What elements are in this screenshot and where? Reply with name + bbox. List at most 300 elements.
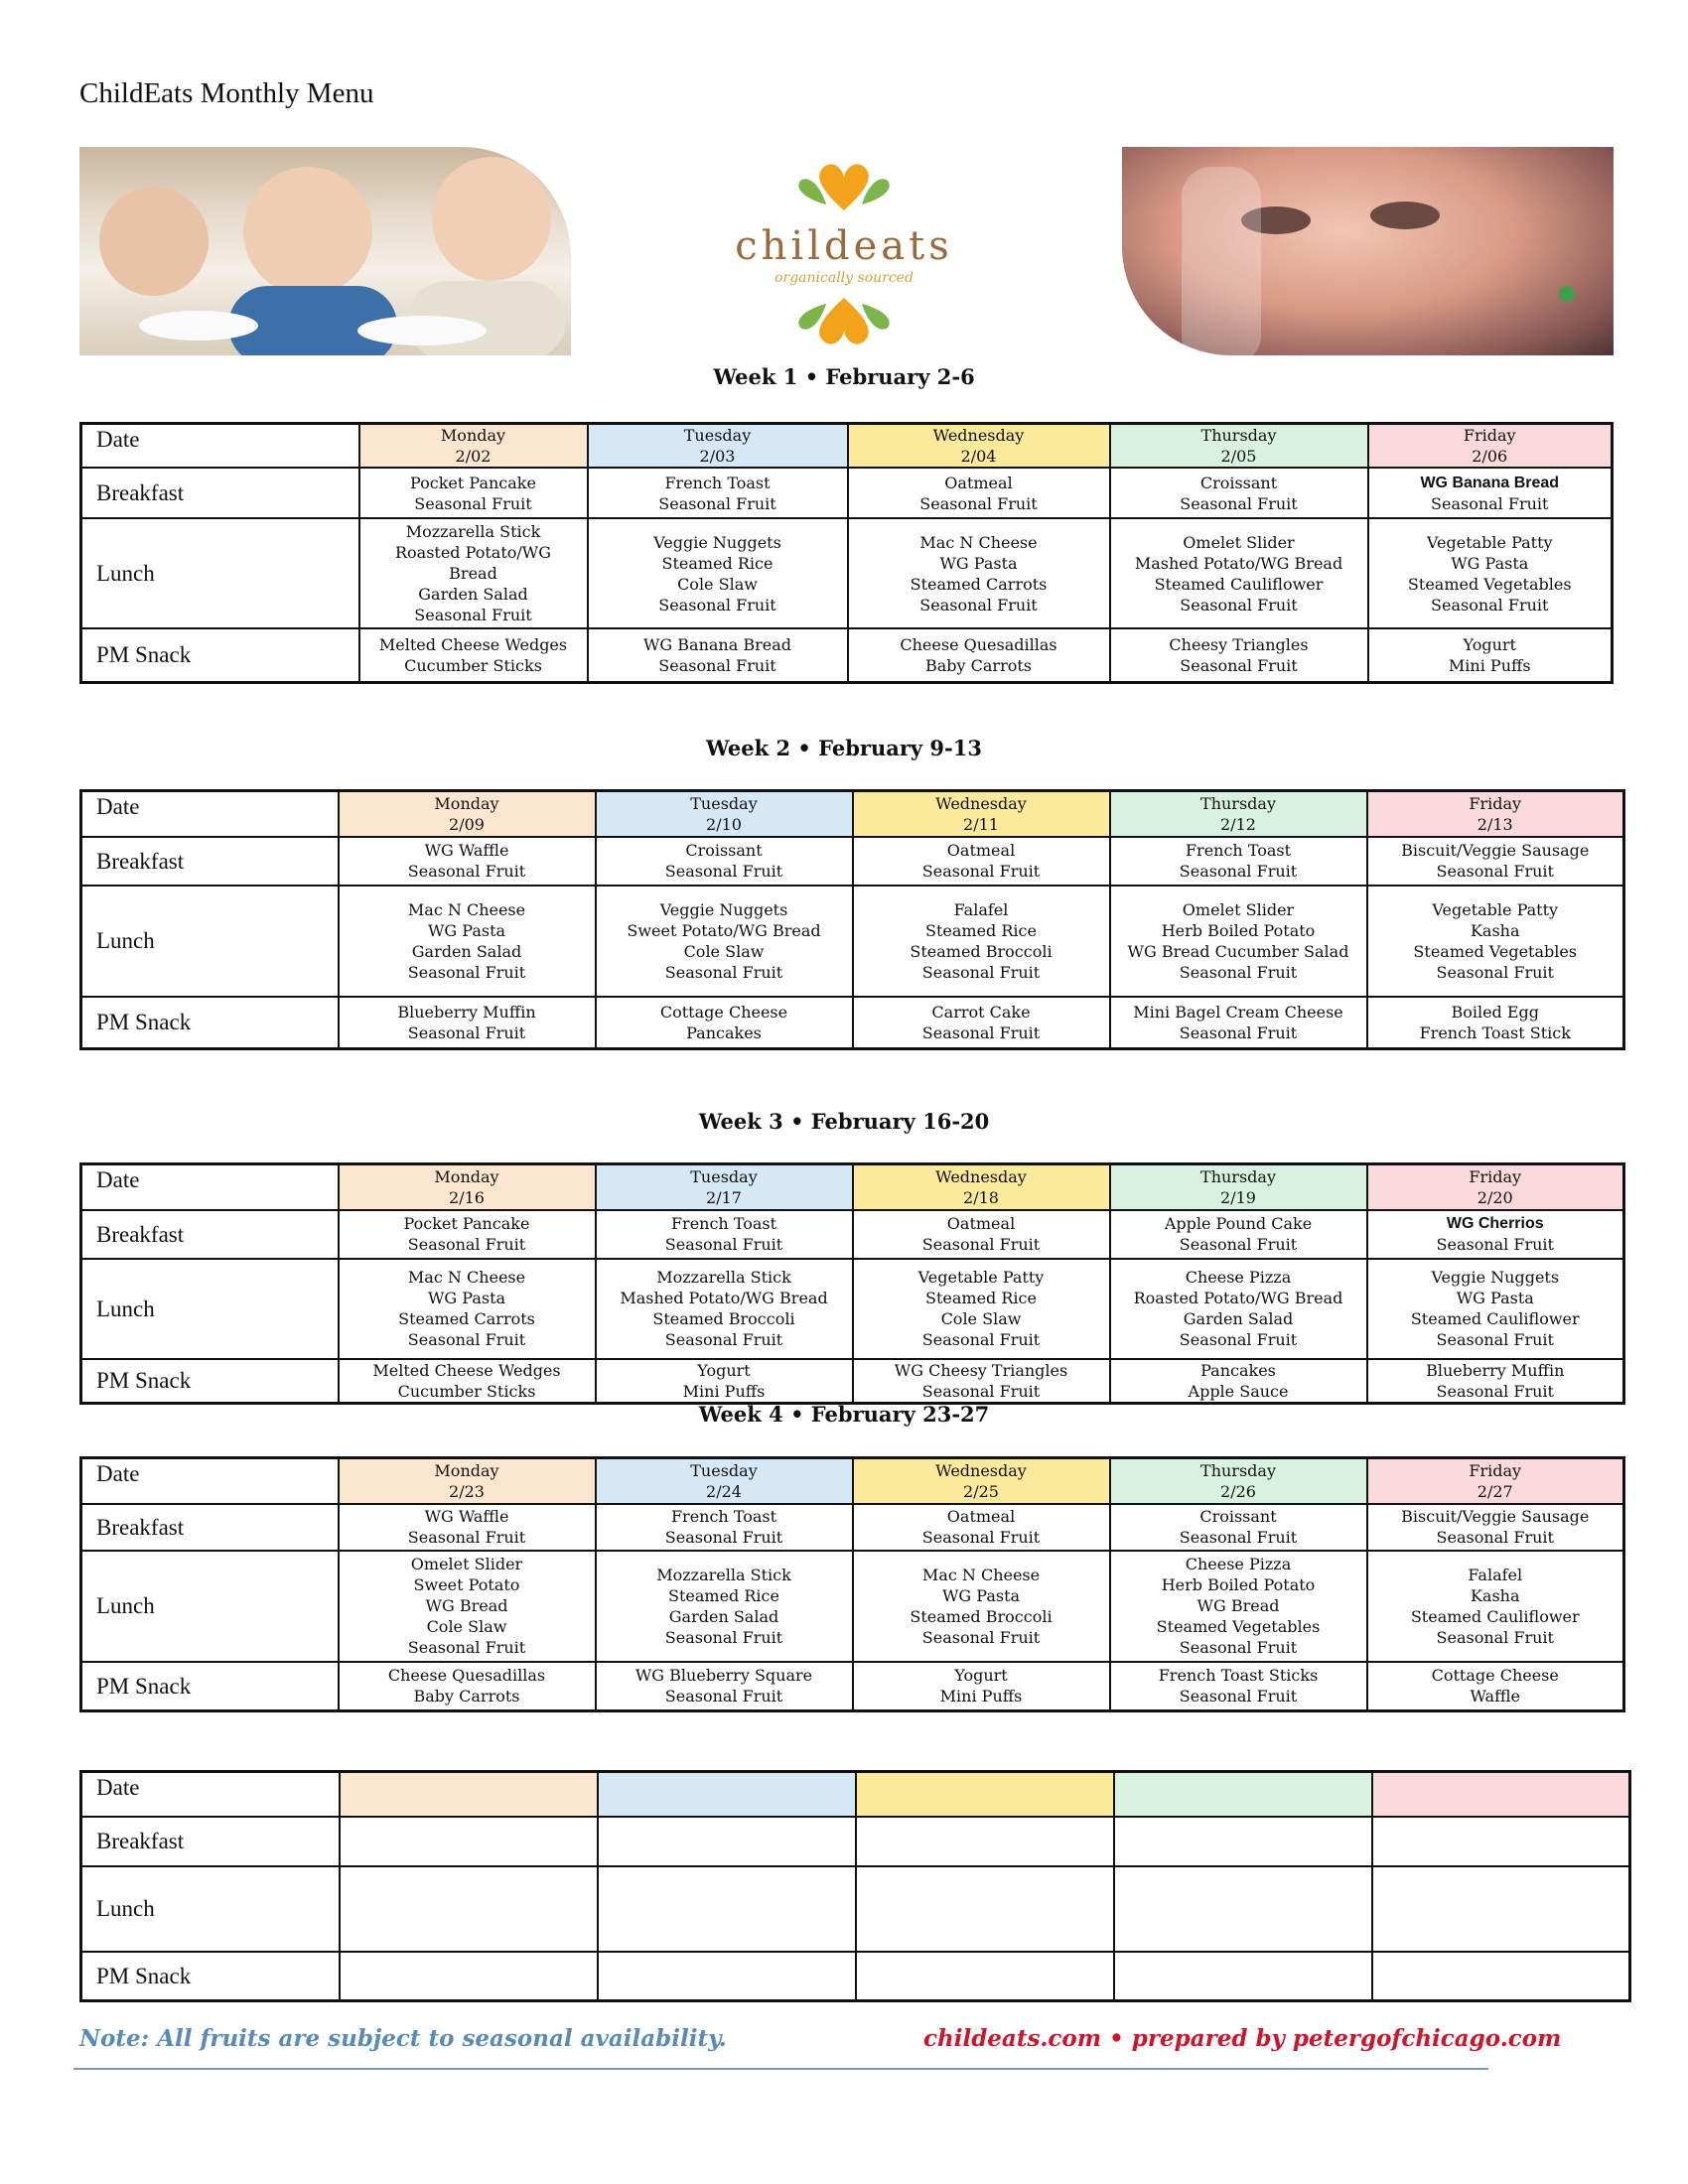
breakfast-cell: [856, 1817, 1114, 1866]
day-header-cell: [853, 791, 1110, 837]
menu-item: Seasonal Fruit: [664, 1528, 783, 1547]
menu-item: Herb Boiled Potato: [1161, 920, 1316, 940]
menu-item: Pocket Pancake: [410, 473, 536, 492]
snack-cell: [339, 1359, 596, 1404]
menu-item: Apple Sauce: [1188, 1381, 1289, 1401]
menu-item: Steamed Broccoli: [910, 1606, 1053, 1626]
menu-item: Cucumber Sticks: [397, 1381, 536, 1401]
day-name: Thursday: [1200, 426, 1277, 445]
menu-item: Mini Puffs: [682, 1381, 766, 1401]
menu-item: Baby Carrots: [924, 655, 1032, 675]
menu-item: Cheese Pizza: [1185, 1268, 1292, 1287]
menu-item: Melted Cheese Wedges: [372, 1360, 561, 1380]
menu-item: Seasonal Fruit: [921, 1330, 1041, 1349]
day-header-cell: [853, 1164, 1110, 1210]
snack-cell: [856, 1952, 1114, 2001]
menu-item: Seasonal Fruit: [1436, 1381, 1554, 1401]
day-header-cell: [339, 1164, 596, 1210]
row-snack: [81, 997, 1624, 1049]
day-name: Wednesday: [935, 793, 1027, 813]
row-label-date: Date: [81, 1458, 339, 1504]
menu-item: French Toast Sticks: [1158, 1666, 1319, 1686]
row-label-lunch: Lunch: [81, 1259, 339, 1359]
menu-item: Seasonal Fruit: [919, 493, 1038, 513]
snack-cell: [1110, 1662, 1367, 1711]
day-header-cell: [1367, 791, 1624, 837]
row-label-breakfast: Breakfast: [81, 1817, 340, 1866]
day-name: Wednesday: [935, 1166, 1027, 1186]
snack-cell: [1110, 628, 1368, 682]
day-name: Monday: [434, 1460, 499, 1480]
lunch-cell: [856, 1866, 1114, 1952]
menu-item: Mac N Cheese: [407, 899, 526, 919]
menu-item: Omelet Slider: [410, 1555, 523, 1573]
row-label-date: Date: [81, 424, 359, 469]
menu-item: Biscuit/Veggie Sausage: [1401, 841, 1590, 860]
menu-item: Mashed Potato/WG Bread: [1134, 553, 1343, 573]
breakfast-cell: [598, 1817, 856, 1866]
day-date: 2/18: [963, 1187, 999, 1207]
menu-item: Cottage Cheese: [1431, 1666, 1559, 1686]
day-header-cell: [1367, 1458, 1624, 1504]
menu-item: Roasted Potato/WG: [394, 543, 552, 562]
day-header-cell: [598, 1772, 856, 1817]
breakfast-cell: [1367, 1210, 1624, 1259]
day-date: 2/17: [706, 1187, 742, 1207]
menu-item: Steamed Cauliflower: [1154, 574, 1324, 594]
lunch-cell: [588, 518, 848, 628]
lunch-cell: [853, 886, 1110, 997]
lunch-cell: [848, 518, 1110, 628]
menu-item: Cole Slaw: [426, 1617, 507, 1636]
lunch-cell: [1372, 1866, 1630, 1952]
row-breakfast: [81, 1817, 1630, 1866]
row-label-date: Date: [81, 1164, 339, 1210]
lunch-cell: [1110, 886, 1367, 997]
day-date: 2/25: [963, 1481, 999, 1501]
snack-cell: [339, 997, 596, 1049]
row-breakfast: [81, 1210, 1624, 1259]
lunch-cell: [1114, 1866, 1372, 1952]
logo-tagline: organically sourced: [774, 270, 914, 286]
menu-item: French Toast: [670, 1507, 777, 1526]
childeats-logo: [695, 149, 993, 357]
menu-item: Oatmeal: [946, 1214, 1016, 1233]
footer-link[interactable]: childeats.com • prepared by petergofchicago.com: [923, 2025, 1562, 2052]
menu-item: Seasonal Fruit: [1179, 1330, 1298, 1349]
menu-item: Seasonal Fruit: [664, 1627, 783, 1647]
breakfast-cell: [1110, 468, 1368, 518]
menu-item: Mozzarella Stick: [656, 1565, 791, 1584]
menu-item: Seasonal Fruit: [1180, 493, 1298, 513]
row-snack: [81, 628, 1613, 682]
day-name: Tuesday: [690, 1166, 758, 1186]
menu-item: WG Banana Bread: [642, 634, 792, 654]
row-label-lunch: Lunch: [81, 1551, 339, 1662]
day-header-cell: [596, 1458, 853, 1504]
menu-item: Oatmeal: [946, 841, 1016, 860]
blank-menu-table: [79, 1770, 1631, 2002]
row-breakfast: [81, 468, 1613, 518]
menu-item: Croissant: [1199, 473, 1278, 492]
menu-item: Seasonal Fruit: [1180, 655, 1298, 675]
menu-item: WG Cheesy Triangles: [894, 1360, 1068, 1380]
menu-item: Mozzarella Stick: [405, 522, 541, 541]
row-label-snack: PM Snack: [81, 1952, 340, 2001]
day-date: 2/11: [963, 814, 999, 834]
menu-item: Croissant: [685, 841, 763, 860]
snack-cell: [853, 1662, 1110, 1711]
day-date: 2/13: [1477, 814, 1513, 834]
breakfast-cell: [853, 1210, 1110, 1259]
children-eating-photo: [79, 147, 571, 355]
day-header-cell: [1368, 424, 1613, 469]
snack-cell: [1110, 1359, 1367, 1404]
lunch-cell: [596, 886, 853, 997]
day-header-cell: [359, 424, 588, 469]
breakfast-cell: [1110, 837, 1367, 886]
menu-item: WG Pasta: [427, 1289, 506, 1307]
menu-item: WG Waffle: [424, 841, 509, 860]
breakfast-cell: [1114, 1817, 1372, 1866]
menu-item: Cole Slaw: [683, 941, 765, 961]
breakfast-cell: [1367, 837, 1624, 886]
snack-cell: [1114, 1952, 1372, 2001]
week-title: Week 3 • February 16-20: [698, 1109, 990, 1134]
breakfast-cell: [596, 837, 853, 886]
day-date: 2/26: [1220, 1481, 1256, 1501]
breakfast-cell: [1372, 1817, 1630, 1866]
lunch-cell: [598, 1866, 856, 1952]
lunch-cell: [1367, 1551, 1624, 1662]
menu-item: Seasonal Fruit: [1436, 962, 1554, 982]
child-closeup-photo: [1122, 147, 1614, 355]
menu-item: Seasonal Fruit: [664, 1330, 783, 1349]
menu-item: WG Banana Bread: [1420, 474, 1560, 491]
breakfast-cell: [1110, 1504, 1367, 1551]
row-date: [81, 1772, 1630, 1817]
menu-item: WG Pasta: [1456, 1289, 1534, 1307]
menu-item: Steamed Rice: [661, 553, 774, 573]
menu-item: Veggie Nuggets: [653, 532, 781, 552]
menu-item: Seasonal Fruit: [1179, 862, 1298, 881]
snack-cell: [596, 997, 853, 1049]
menu-item: Yogurt: [1463, 634, 1516, 654]
row-date: [81, 424, 1613, 469]
row-label-breakfast: Breakfast: [81, 1210, 339, 1259]
breakfast-cell: [588, 468, 848, 518]
lunch-cell: [339, 1551, 596, 1662]
menu-item: Cheese Quesadillas: [387, 1666, 546, 1686]
week-menu-table: [79, 422, 1614, 684]
lunch-cell: [853, 1259, 1110, 1359]
menu-item: French Toast: [1185, 841, 1292, 860]
day-date: 2/27: [1477, 1481, 1513, 1501]
row-snack: [81, 1952, 1630, 2001]
day-date: 2/09: [449, 814, 485, 834]
snack-cell: [1367, 1359, 1624, 1404]
menu-item: WG Pasta: [1451, 553, 1529, 573]
breakfast-cell: [1110, 1210, 1367, 1259]
menu-item: Seasonal Fruit: [1431, 493, 1549, 513]
menu-item: Blueberry Muffin: [1426, 1360, 1565, 1380]
breakfast-cell: [339, 1504, 596, 1551]
menu-item: WG Waffle: [424, 1507, 509, 1526]
lunch-cell: [1110, 1259, 1367, 1359]
row-label-snack: PM Snack: [81, 628, 359, 682]
menu-item: Seasonal Fruit: [1436, 1330, 1554, 1349]
menu-item: Cole Slaw: [677, 574, 758, 594]
menu-item: Seasonal Fruit: [1179, 1235, 1298, 1254]
menu-item: Seasonal Fruit: [1179, 962, 1298, 982]
row-lunch: [81, 518, 1613, 628]
menu-item: Seasonal Fruit: [407, 862, 526, 881]
menu-item: Kasha: [1470, 1585, 1520, 1605]
menu-item: Steamed Broccoli: [910, 941, 1053, 961]
day-name: Monday: [434, 1166, 499, 1186]
day-header-cell: [339, 1458, 596, 1504]
breakfast-cell: [1367, 1504, 1624, 1551]
snack-cell: [598, 1952, 856, 2001]
snack-cell: [848, 628, 1110, 682]
lunch-cell: [359, 518, 588, 628]
day-date: 2/23: [449, 1481, 485, 1501]
day-name: Tuesday: [690, 1460, 758, 1480]
day-header-cell: [340, 1772, 598, 1817]
row-breakfast: [81, 1504, 1624, 1551]
breakfast-cell: [340, 1817, 598, 1866]
day-name: Thursday: [1200, 793, 1276, 813]
lunch-cell: [1367, 886, 1624, 997]
day-header-cell: [596, 791, 853, 837]
snack-cell: [596, 1359, 853, 1404]
menu-item: Seasonal Fruit: [658, 655, 776, 675]
menu-item: Seasonal Fruit: [664, 1235, 783, 1254]
day-header-cell: [853, 1458, 1110, 1504]
menu-item: Kasha: [1470, 920, 1520, 940]
menu-item: Garden Salad: [418, 585, 528, 604]
day-header-cell: [1110, 424, 1368, 469]
menu-item: Pocket Pancake: [403, 1214, 530, 1233]
menu-item: Pancakes: [686, 1023, 762, 1042]
breakfast-cell: [596, 1210, 853, 1259]
snack-cell: [596, 1662, 853, 1711]
menu-item: WG Pasta: [427, 920, 506, 940]
menu-item: Blueberry Muffin: [397, 1002, 536, 1022]
menu-item: Seasonal Fruit: [1431, 595, 1549, 614]
menu-item: Boiled Egg: [1451, 1002, 1540, 1022]
lunch-cell: [1368, 518, 1613, 628]
lunch-cell: [339, 886, 596, 997]
week-title: Week 1 • February 2-6: [713, 364, 975, 389]
menu-item: Waffle: [1470, 1687, 1521, 1706]
menu-item: Seasonal Fruit: [407, 1330, 526, 1349]
menu-item: Seasonal Fruit: [1179, 1638, 1298, 1657]
menu-item: Cottage Cheese: [659, 1002, 788, 1022]
menu-item: Vegetable Patty: [1426, 532, 1553, 552]
menu-item: WG Bread: [1196, 1596, 1280, 1615]
day-name: Wednesday: [932, 426, 1025, 445]
menu-item: Garden Salad: [668, 1606, 779, 1626]
menu-item: Seasonal Fruit: [1179, 1528, 1298, 1547]
row-label-date: Date: [81, 1772, 340, 1817]
day-header-cell: [856, 1772, 1114, 1817]
day-date: 2/16: [449, 1187, 485, 1207]
menu-item: Seasonal Fruit: [407, 1528, 526, 1547]
snack-cell: [340, 1952, 598, 2001]
menu-item: WG Blueberry Square: [634, 1666, 813, 1686]
snack-cell: [853, 997, 1110, 1049]
menu-item: Roasted Potato/WG Bread: [1133, 1289, 1343, 1307]
day-date: 2/06: [1472, 447, 1508, 466]
menu-item: French Toast: [664, 473, 771, 492]
snack-cell: [1372, 1952, 1630, 2001]
day-date: 2/10: [706, 814, 742, 834]
day-name: Tuesday: [690, 793, 758, 813]
row-lunch: [81, 1866, 1630, 1952]
row-label-breakfast: Breakfast: [81, 837, 339, 886]
day-date: 2/12: [1220, 814, 1256, 834]
menu-item: Omelet Slider: [1182, 899, 1295, 919]
menu-item: WG Cherrios: [1446, 1215, 1544, 1232]
week-title: Week 4 • February 23-27: [698, 1402, 990, 1427]
menu-item: Steamed Vegetables: [1156, 1617, 1321, 1636]
menu-item: Seasonal Fruit: [921, 1235, 1041, 1254]
menu-item: Cole Slaw: [940, 1309, 1022, 1328]
day-date: 2/02: [455, 447, 492, 466]
menu-item: Mini Puffs: [939, 1687, 1023, 1706]
row-label-breakfast: Breakfast: [81, 468, 359, 518]
menu-item: Steamed Rice: [925, 920, 1037, 940]
breakfast-cell: [339, 1210, 596, 1259]
day-header-cell: [1110, 1458, 1367, 1504]
menu-item: Seasonal Fruit: [1436, 1627, 1554, 1647]
menu-item: Veggie Nuggets: [659, 899, 788, 919]
menu-item: Vegetable Patty: [917, 1268, 1045, 1287]
footer-note: Note: All fruits are subject to seasonal availability.: [79, 2025, 727, 2052]
menu-item: Steamed Carrots: [910, 574, 1048, 594]
menu-item: Steamed Carrots: [398, 1309, 535, 1328]
row-snack: [81, 1662, 1624, 1711]
menu-item: Seasonal Fruit: [921, 962, 1041, 982]
menu-item: Seasonal Fruit: [921, 862, 1041, 881]
day-date: 2/20: [1477, 1187, 1513, 1207]
day-name: Thursday: [1200, 1460, 1276, 1480]
lunch-cell: [1110, 1551, 1367, 1662]
row-lunch: [81, 1551, 1624, 1662]
menu-item: Seasonal Fruit: [407, 1023, 526, 1042]
menu-item: Oatmeal: [946, 1507, 1016, 1526]
day-name: Friday: [1469, 793, 1522, 813]
menu-item: Croissant: [1199, 1507, 1277, 1526]
lunch-cell: [1367, 1259, 1624, 1359]
row-label-lunch: Lunch: [81, 518, 359, 628]
lunch-cell: [340, 1866, 598, 1952]
day-name: Wednesday: [935, 1460, 1027, 1480]
row-label-snack: PM Snack: [81, 997, 339, 1049]
snack-cell: [1367, 997, 1624, 1049]
row-label-snack: PM Snack: [81, 1359, 339, 1404]
row-breakfast: [81, 837, 1624, 886]
day-date: 2/24: [706, 1481, 742, 1501]
menu-item: Mashed Potato/WG Bread: [620, 1289, 828, 1307]
menu-item: Mozzarella Stick: [656, 1268, 791, 1287]
menu-item: WG Pasta: [941, 1585, 1021, 1605]
menu-item: Apple Pound Cake: [1164, 1214, 1313, 1233]
lunch-cell: [339, 1259, 596, 1359]
menu-item: Carrot Cake: [931, 1002, 1031, 1022]
menu-item: Yogurt: [954, 1666, 1008, 1686]
breakfast-cell: [1368, 468, 1613, 518]
row-date: [81, 1458, 1624, 1504]
menu-item: Steamed Vegetables: [1413, 941, 1578, 961]
lunch-cell: [596, 1259, 853, 1359]
menu-item: Vegetable Patty: [1432, 899, 1559, 919]
snack-cell: [339, 1662, 596, 1711]
snack-cell: [1368, 628, 1613, 682]
day-header-cell: [848, 424, 1110, 469]
menu-item: Seasonal Fruit: [1180, 595, 1298, 614]
day-name: Friday: [1469, 1166, 1522, 1186]
menu-item: Garden Salad: [1183, 1309, 1294, 1328]
row-label-lunch: Lunch: [81, 886, 339, 997]
breakfast-cell: [848, 468, 1110, 518]
breakfast-cell: [853, 837, 1110, 886]
day-name: Monday: [440, 426, 506, 445]
footer-divider: [73, 2068, 1488, 2070]
menu-item: Garden Salad: [411, 941, 522, 961]
snack-cell: [1110, 997, 1367, 1049]
menu-item: Seasonal Fruit: [1436, 1235, 1554, 1254]
menu-item: Falafel: [953, 899, 1009, 919]
day-header-cell: [588, 424, 848, 469]
menu-item: Cheese Quesadillas: [900, 634, 1057, 654]
menu-item: French Toast: [670, 1214, 777, 1233]
menu-item: Omelet Slider: [1183, 532, 1295, 552]
menu-item: Biscuit/Veggie Sausage: [1401, 1507, 1590, 1526]
breakfast-cell: [339, 837, 596, 886]
week-menu-table: [79, 1162, 1625, 1405]
menu-item: Baby Carrots: [413, 1687, 520, 1706]
menu-item: Steamed Cauliflower: [1410, 1309, 1580, 1328]
day-header-cell: [596, 1164, 853, 1210]
day-name: Thursday: [1200, 1166, 1276, 1186]
snack-cell: [588, 628, 848, 682]
menu-item: Cheesy Triangles: [1169, 634, 1309, 654]
menu-item: Seasonal Fruit: [407, 962, 526, 982]
menu-item: Seasonal Fruit: [1436, 862, 1554, 881]
menu-item: Steamed Broccoli: [652, 1309, 795, 1328]
day-date: 2/19: [1220, 1187, 1256, 1207]
day-header-cell: [339, 791, 596, 837]
menu-item: Herb Boiled Potato: [1161, 1575, 1316, 1594]
menu-item: Cucumber Sticks: [404, 655, 542, 675]
menu-item: Mini Bagel Cream Cheese: [1133, 1002, 1343, 1022]
menu-item: Seasonal Fruit: [1436, 1528, 1554, 1547]
menu-item: Seasonal Fruit: [407, 1638, 526, 1657]
row-label-date: Date: [81, 791, 339, 837]
menu-item: Seasonal Fruit: [664, 1687, 783, 1706]
menu-item: Yogurt: [697, 1360, 751, 1380]
week-menu-table: [79, 1456, 1625, 1712]
breakfast-cell: [359, 468, 588, 518]
menu-item: Steamed Cauliflower: [1410, 1606, 1580, 1626]
menu-item: Veggie Nuggets: [1431, 1268, 1560, 1287]
menu-item: Oatmeal: [944, 473, 1013, 492]
lunch-cell: [853, 1551, 1110, 1662]
day-header-cell: [1367, 1164, 1624, 1210]
logo-wordmark: childeats: [735, 223, 953, 269]
